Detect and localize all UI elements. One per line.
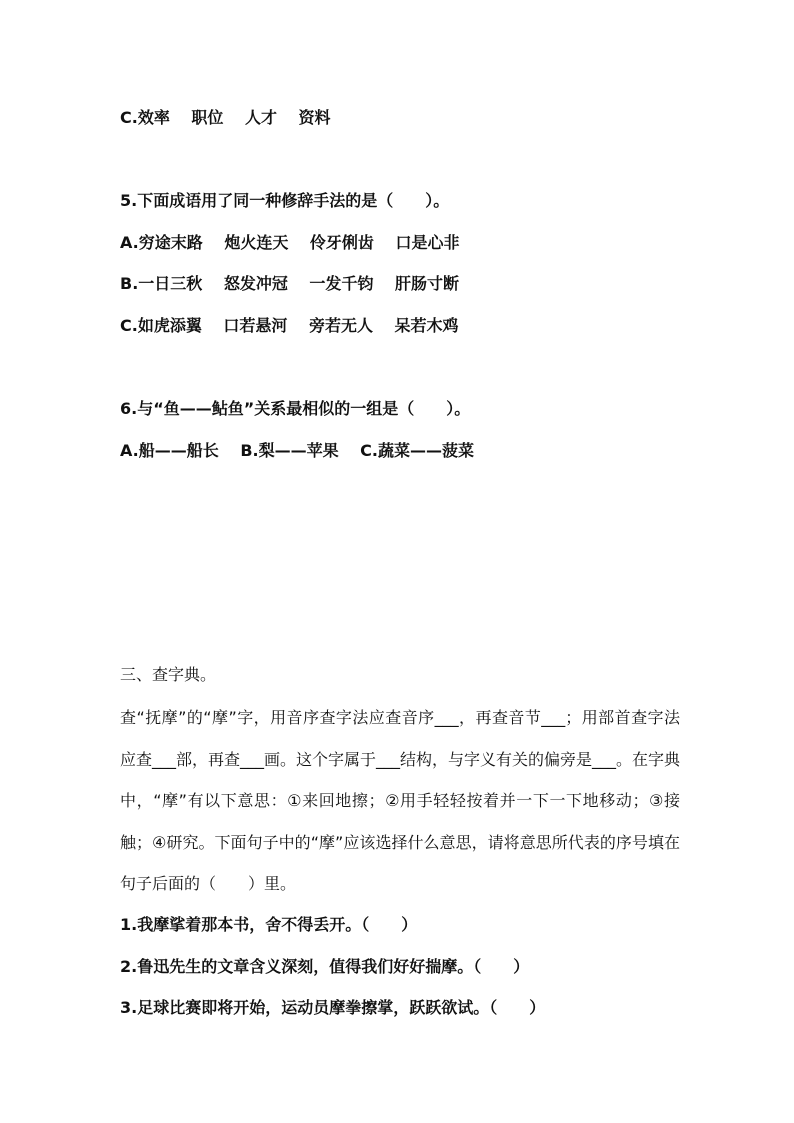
q5-option-b: B.一日三秋 怒发冲冠 一发千钧 肝肠寸断 <box>120 274 459 293</box>
section3-title: 三、查字典。 <box>120 665 217 684</box>
section3-item-1: 1.我摩挲着那本书，舍不得丢开。（ ） <box>120 915 418 934</box>
q5-option-a: A.穷途末路 炮火连天 伶牙俐齿 口是心非 <box>120 233 460 252</box>
section3-paragraph: 查“抚摩”的“摩”字，用音序查字法应查音序___，再查音节___；用部首查字法应查___部，再查___画。这个字属于___结构，与字义有关的偏旁是___。在字典中，“摩”有以下意思：①来回地擦；②用手轻轻按着并一下一下地移动；③接触；④研究。下面句子中的“摩”应该选择什么意思，请将意思所代表的序号填在句子后面的（ ）里。 <box>120 708 681 893</box>
q5-stem: 5.下面成语用了同一种修辞手法的是（ ）。 <box>120 191 450 210</box>
q6-options: A.船——船长 B.梨——苹果 C.蔬菜——菠菜 <box>120 441 474 460</box>
q5-option-c: C.如虎添翼 口若悬河 旁若无人 呆若木鸡 <box>120 316 459 335</box>
section3-item-2: 2.鲁迅先生的文章含义深刻，值得我们好好揣摩。（ ） <box>120 957 530 976</box>
section3-item-3: 3.足球比赛即将开始，运动员摩拳擦掌，跃跃欲试。（ ） <box>120 998 546 1017</box>
q6-stem: 6.与“鱼——鲇鱼”关系最相似的一组是（ ）。 <box>120 399 471 418</box>
q4-option-c: C.效率 职位 人才 资料 <box>120 108 331 127</box>
